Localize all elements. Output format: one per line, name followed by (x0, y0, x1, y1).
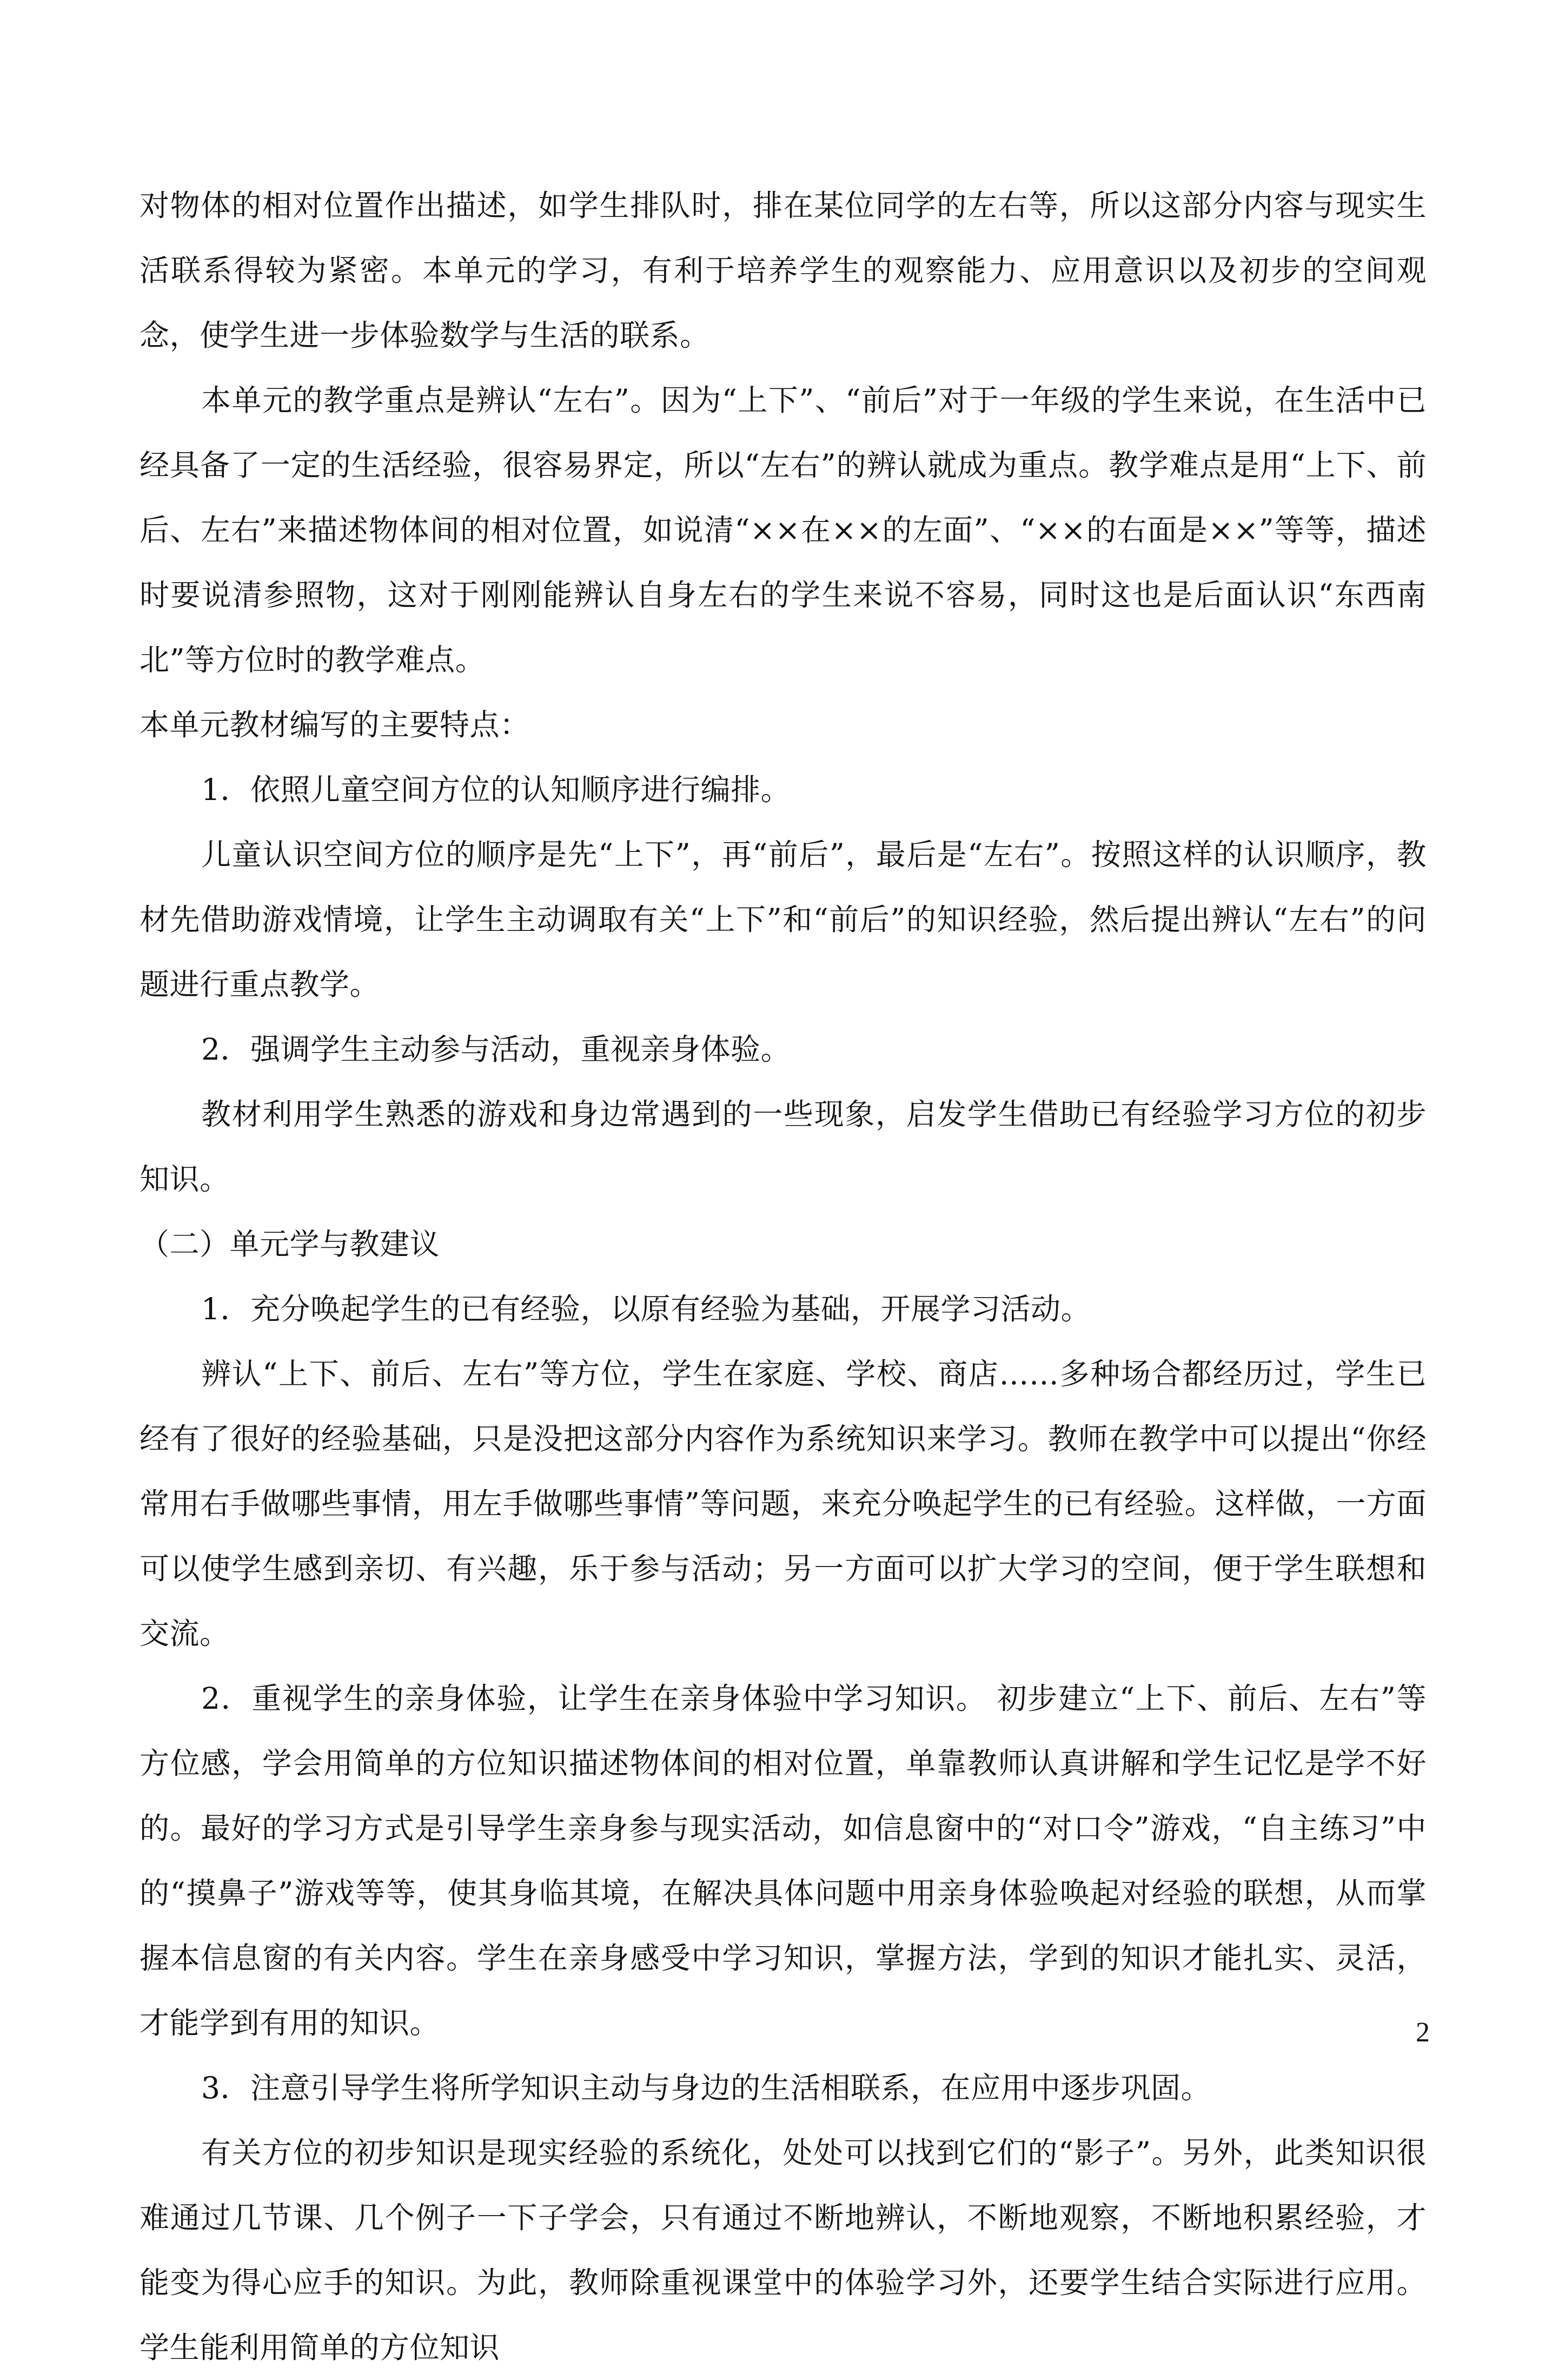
paragraph-suggestion-3-body: 有关方位的初步知识是现实经验的系统化，处处可以找到它们的“影子”。另外，此类知识很难通过几节课、几个例子一下子学会，只有通过不断地辨认，不断地观察，不断地积累经验，才能变为得心应手的知识。为此，教师除重视课堂中的体验学习外，还要学生结合实际进行应用。学生能利用简单的方位知识 (140, 2136, 1427, 2365)
paragraph-feature-1-body: 儿童认识空间方位的顺序是先“上下”，再“前后”，最后是“左右”。按照这样的认识顺序，教材先借助游戏情境，让学生主动调取有关“上下”和“前后”的知识经验，然后提出辨认“左右”的问题进行重点教学。 (140, 837, 1427, 1002)
section-heading-suggestions: （二）单元学与教建议 (140, 1227, 440, 1261)
paragraph-suggestion-3-title: 3．注意引导学生将所学知识主动与身边的生活相联系，在应用中逐步巩固。 (201, 2071, 1211, 2105)
paragraph-features-heading: 本单元教材编写的主要特点： (140, 708, 530, 742)
paragraph-intro-continuation: 对物体的相对位置作出描述，如学生排队时，排在某位同学的左右等，所以这部分内容与现实生活联系得较为紧密。本单元的学习，有利于培养学生的观察能力、应用意识以及初步的空间观念，使学生进一步体验数学与生活的联系。 (140, 188, 1427, 353)
paragraph-suggestion-2: 2．重视学生的亲身体验，让学生在亲身体验中学习知识。 初步建立“上下、前后、左右”等方位感，学会用简单的方位知识描述物体间的相对位置，单靠教师认真讲解和学生记忆是学不好的。最好的学习方式是引导学生亲身参与现实活动，如信息窗中的“对口令”游戏，“自主练习”中的“摸鼻子”游戏等等，使其身临其境，在解决具体问题中用亲身体验唤起对经验的联想，从而掌握本信息窗的有关内容。学生在亲身感受中学习知识，掌握方法，学到的知识才能扎实、灵活，才能学到有用的知识。 (140, 1681, 1427, 2040)
paragraph-suggestion-1-title: 1．充分唤起学生的已有经验，以原有经验为基础，开展学习活动。 (201, 1292, 1091, 1326)
page-number: 2 (1416, 2017, 1430, 2048)
document-body (140, 173, 1427, 2380)
paragraph-feature-2-title: 2．强调学生主动参与活动，重视亲身体验。 (201, 1032, 791, 1067)
paragraph-feature-1-title: 1．依照儿童空间方位的认知顺序进行编排。 (201, 772, 791, 807)
paragraph-teaching-focus: 本单元的教学重点是辨认“左右”。因为“上下”、“前后”对于一年级的学生来说，在生活中已经具备了一定的生活经验，很容易界定，所以“左右”的辨认就成为重点。教学难点是用“上下、前后、左右”来描述物体间的相对位置，如说清“××在××的左面”、“××的右面是××”等等，描述时要说清参照物，这对于刚刚能辨认自身左右的学生来说不容易，同时这也是后面认识“东西南北”等方位时的教学难点。 (140, 383, 1427, 677)
paragraph-feature-2-body: 教材利用学生熟悉的游戏和身边常遇到的一些现象，启发学生借助已有经验学习方位的初步知识。 (140, 1097, 1427, 1196)
paragraph-suggestion-1-body: 辨认“上下、前后、左右”等方位，学生在家庭、学校、商店……多种场合都经历过，学生已经有了很好的经验基础，只是没把这部分内容作为系统知识来学习。教师在教学中可以提出“你经常用右手做哪些事情，用左手做哪些事情”等问题，来充分唤起学生的已有经验。这样做，一方面可以使学生感到亲切、有兴趣，乐于参与活动；另一方面可以扩大学习的空间，便于学生联想和交流。 (140, 1357, 1427, 1651)
